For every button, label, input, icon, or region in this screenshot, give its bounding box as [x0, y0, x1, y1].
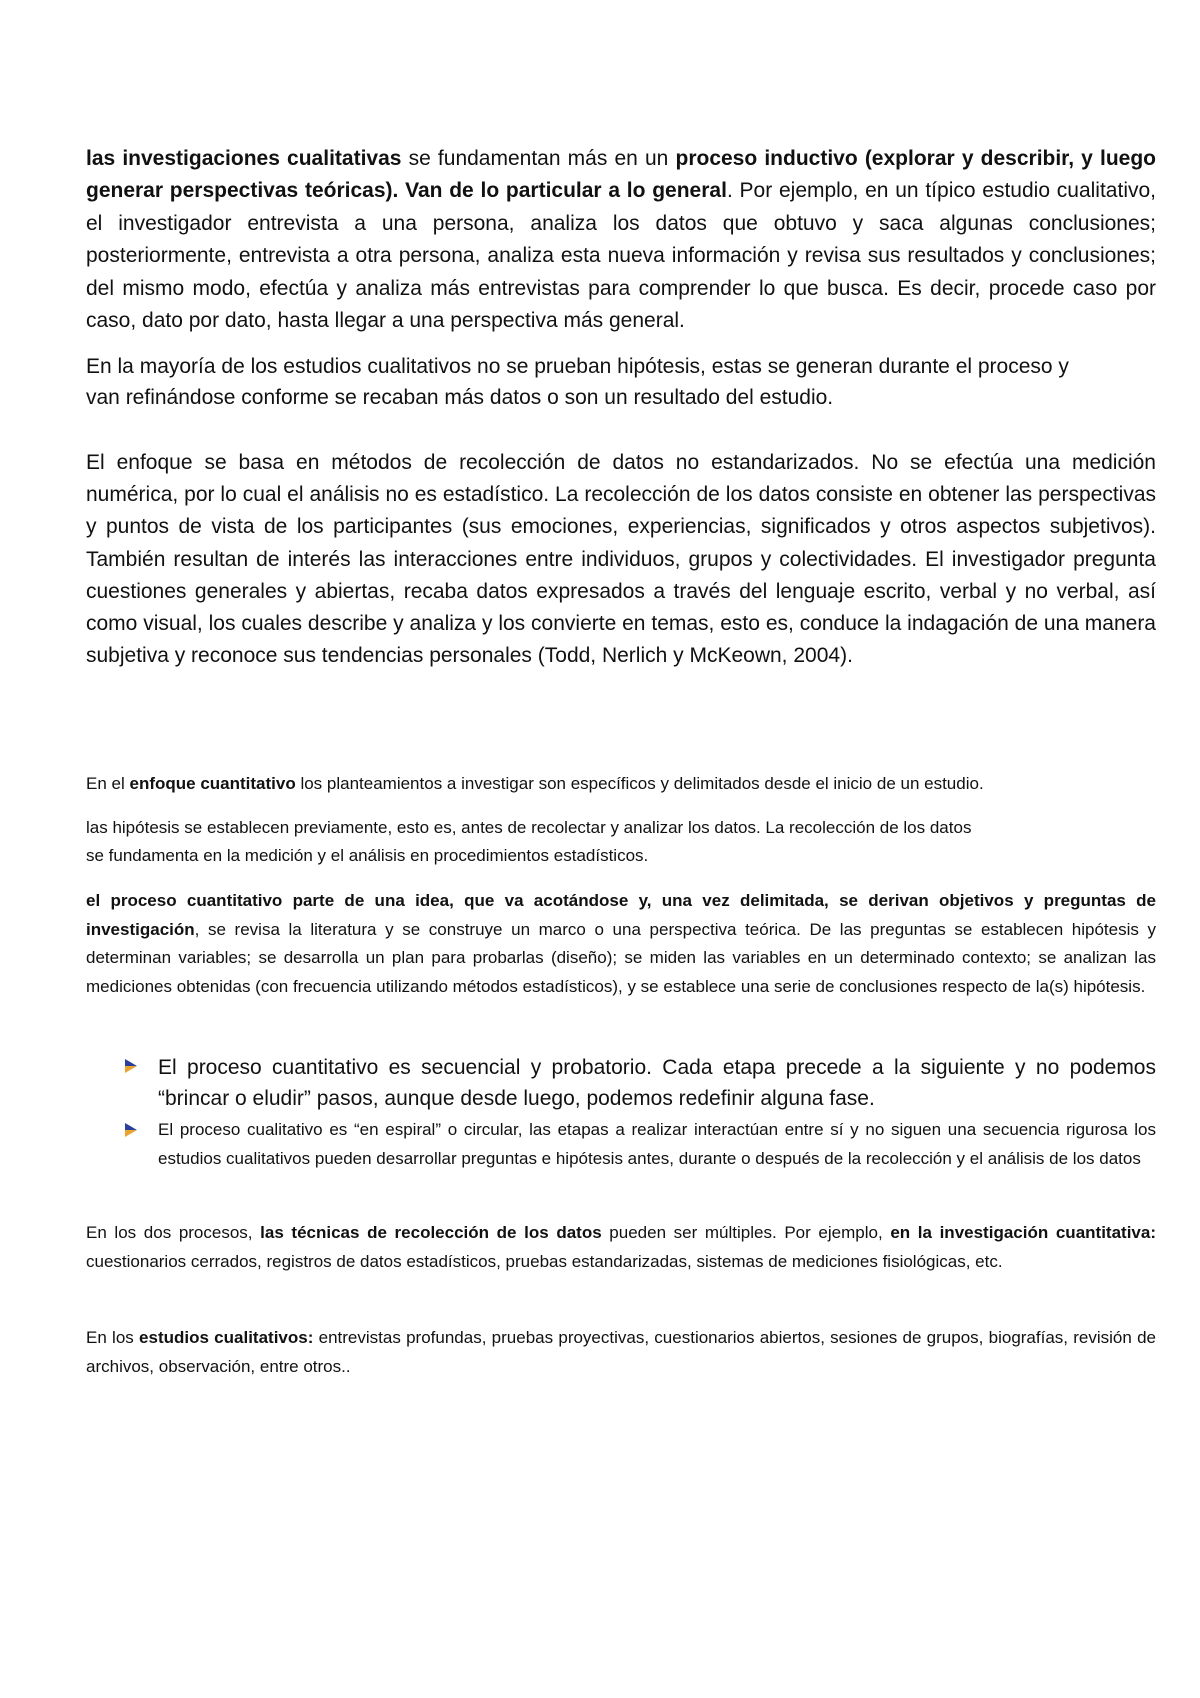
text-line: van refinándose conforme se recaban más datos o son un resultado del estudio. — [86, 386, 834, 409]
bullet-list — [86, 1116, 1156, 1173]
paragraph-data-collection-methods: El enfoque se basa en métodos de recolección de datos no estandarizados. No se efectúa una medición numérica, por lo cual el análisis no es estadístico. La recolección de los datos consiste en obtener las perspectivas y puntos de vista de los participantes (sus emociones, experiencias, significados y otros aspectos subjetivos). También resultan de interés las interacciones entre individuos, grupos y colectividades. El investigador pregunta cuestiones generales y abiertas, recaba datos expresados a través del lenguaje escrito, verbal y no verbal, así como visual, los cuales describe y analiza y los convierte en temas, esto es, conduce la indagación de una manera subjetiva y reconoce sus tendencias personales (Todd, Nerlich y McKeown, 2004). — [86, 451, 1156, 668]
bold-text: las investigaciones cualitativas — [86, 147, 402, 170]
paragraph-techniques-quantitative — [86, 1219, 1156, 1276]
text-line: se fundamenta en la medición y el análisis en procedimientos estadísticos. — [86, 846, 649, 865]
text-run: En los — [86, 1328, 140, 1347]
text-run: En los dos procesos, — [86, 1223, 261, 1242]
paragraph-techniques-qualitative — [86, 1324, 1156, 1381]
bullet-list — [86, 1052, 1156, 1114]
text-run: pueden ser múltiples. Por ejemplo, — [601, 1223, 891, 1242]
paragraph-quantitative-approach — [86, 770, 1156, 797]
text-run: se fundamentan más en un — [401, 147, 676, 170]
bold-text: en la investigación cuantitativa: — [890, 1223, 1156, 1242]
text-run: , se revisa la literatura y se construye un marco o una perspectiva teórica. De las preguntas se establecen hipótesis y determinan variables; se desarrolla un plan para probarlas (diseño); se miden las variables en un determinado contexto; se analizan las mediciones obtenidas (con frecuencia utilizando métodos estadísticos), y se establece una serie de conclusiones respecto de la(s) hipótesis. — [86, 919, 1156, 997]
bold-text: proceso inductivo (explorar y describir, y luego generar perspectivas teóricas). Van de lo particular a lo general — [86, 147, 1157, 203]
paragraph-hypotheses-qualitative — [86, 351, 1156, 413]
bullet-text: El proceso cualitativo es “en espiral” o circular, las etapas a realizar interactúan entre sí y no siguen una secuencia rigurosa los estudios cualitativos pueden desarrollar preguntas e hipótesis antes, durante o después de la recolección y el análisis de los datos — [158, 1120, 1156, 1168]
text-line: En la mayoría de los estudios cualitativos no se prueban hipótesis, estas se generan durante el proceso y — [86, 355, 1069, 378]
paragraph-inductive-process — [86, 143, 1156, 337]
paragraph-hypotheses-quantitative — [86, 814, 1156, 870]
bold-text: estudios cualitativos: — [139, 1328, 314, 1347]
text-run: los planteamientos a investigar son específicos y delimitados desde el inicio de un estudio. — [295, 774, 984, 793]
text-run: entrevistas profundas, pruebas proyectivas, cuestionarios abiertos, sesiones de grupos, biografías, revisión de archivos, observación, entre otros.. — [86, 1328, 1156, 1376]
bold-text: el proceso cuantitativo parte de una idea, que va acotándose y, una vez delimitada, se derivan objetivos y preguntas de investigación — [86, 891, 1156, 939]
bold-text: enfoque cuantitativo — [129, 774, 296, 793]
arrow-bullet-icon — [122, 1121, 140, 1139]
text-run: En el — [86, 774, 130, 793]
bold-text: las técnicas de recolección de los datos — [260, 1223, 602, 1242]
paragraph-quantitative-process — [86, 887, 1156, 1002]
text-run: . Por ejemplo, en un típico estudio cualitativo, el investigador entrevista a una persona, analiza los datos que obtuvo y saca algunas conclusiones; posteriormente, entrevista a otra persona, analiza esta nueva información y revisa sus resultados y conclusiones; del mismo modo, efectúa y analiza más entrevistas para comprender lo que busca. Es decir, procede caso por caso, dato por dato, hasta llegar a una perspectiva más general. — [86, 179, 1156, 333]
text-line: las hipótesis se establecen previamente, esto es, antes de recolectar y analizar los datos. La recolección de los datos — [86, 818, 972, 837]
list-item — [86, 1116, 1156, 1173]
bullet-text: El proceso cuantitativo es secuencial y probatorio. Cada etapa precede a la siguiente y no podemos “brincar o eludir” pasos, aunque desde luego, podemos redefinir alguna fase. — [158, 1056, 1156, 1110]
text-run: cuestionarios cerrados, registros de datos estadísticos, pruebas estandarizadas, sistemas de mediciones fisiológicas, etc. — [86, 1251, 1003, 1271]
list-item — [86, 1052, 1156, 1114]
arrow-bullet-icon — [122, 1057, 140, 1075]
